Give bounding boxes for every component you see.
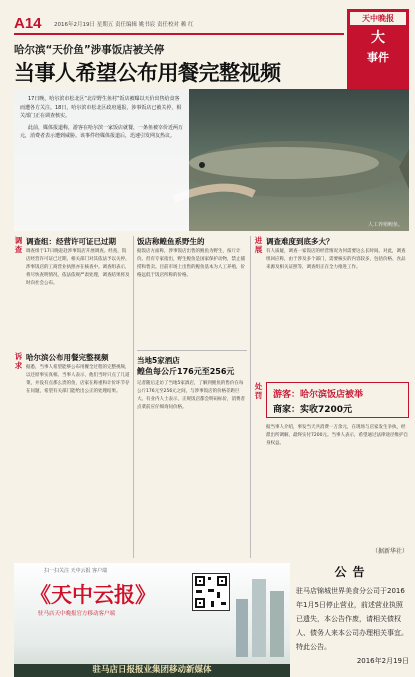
ad-slogan: 驻马店天中晚报官方移动客户端	[38, 611, 116, 617]
notice-title: 公告	[334, 565, 371, 579]
ad-bottom-banner: 驻马店日报报业集团移动新媒体	[14, 664, 290, 677]
column-divider	[250, 236, 251, 558]
highlight-box	[266, 382, 409, 418]
section-divider	[137, 350, 247, 351]
headline: 当事人希望公布用餐完整视频	[14, 60, 281, 85]
qr-code-icon	[192, 573, 230, 611]
side-label-penalty: 处罚	[254, 382, 263, 400]
brand-name: 天中晚报	[350, 12, 406, 25]
advertisement	[14, 563, 290, 677]
body-investigation: 调查组于17日晚赶赴涉事饭店开展调查。经查，饭店经营许可证已过期，相关部门对其依法予以关停。涉事饭店的工商营业执照亦在核查中。调查组表示，将尽快查明情况，依法依规严肃处理，调查结果将及时向社会公布。	[26, 249, 130, 287]
side-label-appeal: 诉求	[14, 352, 23, 370]
side-label-investigation: 调查	[14, 236, 23, 254]
fish-image	[164, 119, 409, 214]
subhead-wild-fish: 饭店称鳇鱼系野生的	[137, 237, 205, 246]
lead-paragraph: 17日晚，哈尔滨市松北区“北岸野生鱼村”饭店被曝以天价出售给食客而遭各方关注。18日，哈尔滨市松北区政府通报，涉事饭店已被关停，相关部门正在调查核实。	[20, 96, 182, 120]
highlight-line-2: 商家：实收7200元	[273, 405, 353, 415]
brand-big: 大	[371, 30, 385, 46]
subhead-price-range: 鳇鱼每公斤176元至256元	[137, 367, 235, 376]
body-price: 记者随后走访了当地5家酒店，了解到鳇鱼的售价在每公斤176元至256元之间，与涉事饭店的价格差距巨大。有业内人士表示，正规饭店都会明码标价，消费者点菜前应仔细询问价格。	[137, 381, 245, 411]
side-label-progress: 进展	[254, 236, 263, 254]
column-divider	[133, 236, 134, 558]
highlight-line-1: 游客：哈尔滨饭店被举	[273, 390, 364, 400]
header-rule	[14, 33, 344, 35]
subhead-five-hotels: 当地5家酒店	[137, 356, 180, 365]
notice-date: 2016年2月19日	[356, 657, 409, 665]
buildings-image	[232, 569, 288, 657]
subhead-investigation: 调查组：经营许可证已过期	[26, 237, 116, 246]
lead-paragraphs	[14, 89, 189, 231]
body-difficulty: 有人质疑，调查一家饭店的经营情况为何需要这么长时间。对此，调查组回应称，由于涉及多个部门，需要核实的内容较多，包括价格、食品来源及相关证照等，调查组正在全力推进工作。	[266, 249, 406, 271]
section-label: 事件	[367, 51, 389, 64]
body-video: 据悉，当事人希望能够公布用餐全过程的完整视频，以还原事实真相。当事人表示，他们当时只点了几道菜，并没有点那么贵的鱼，店家在称重和计价环节存在问题，希望有关部门能给出公正的处理结果。	[26, 365, 130, 395]
notice-body: 驻马店锦城世界美食分公司于2016年1月5日停止营业，前述营业执照已遗失，本公告作废，请相关债权人、债务人来本公司办理相关事宜。特此公告。	[296, 587, 408, 651]
ad-top-text: 扫一扫关注 天中云报 客户端	[44, 568, 108, 574]
subhead-video: 哈尔滨公布用餐完整视频	[26, 353, 109, 362]
credit: （据新华社）	[372, 548, 409, 555]
section-brand-box	[347, 9, 409, 95]
photo-caption: 人工养殖鳇鱼。	[367, 222, 403, 228]
body-wild-fish: 据饭店方面称，涉事饭店出售的鳇鱼为野生，按斤计价。但有专家指出，野生鳇鱼是国家保护动物，禁止捕捞和售卖。目前市场上出售的鳇鱼基本为人工养殖，价格远低于饭店所称的价格。	[137, 249, 245, 279]
ad-title: 《天中云报》	[30, 582, 156, 607]
lead-photo	[14, 89, 409, 231]
body-penalty: 据当事人介绍，事发当天共消费一万余元，在现场与店家发生争执，经派出所调解，最终实付7200元。当事人表示，希望通过法律途径维护自身权益。	[266, 425, 408, 447]
subhead-difficulty: 调查难度到底多大？	[266, 237, 334, 246]
kicker: 哈尔滨“天价鱼”涉事饭店被关停	[14, 44, 165, 56]
public-notice	[296, 563, 409, 673]
dateline: 2016年2月19日 星期五 责任编辑 姚书宸 责任校对 赖 红	[54, 22, 194, 28]
lead-paragraph: 此前，媒体报道称，游客在哈尔滨一家饭店就餐，一条鱼被宰价近两万元，消费者表示遭到威胁。该事件经媒体报道后，迅速引发网友热议。	[20, 124, 184, 140]
page-number: A14	[14, 15, 42, 32]
